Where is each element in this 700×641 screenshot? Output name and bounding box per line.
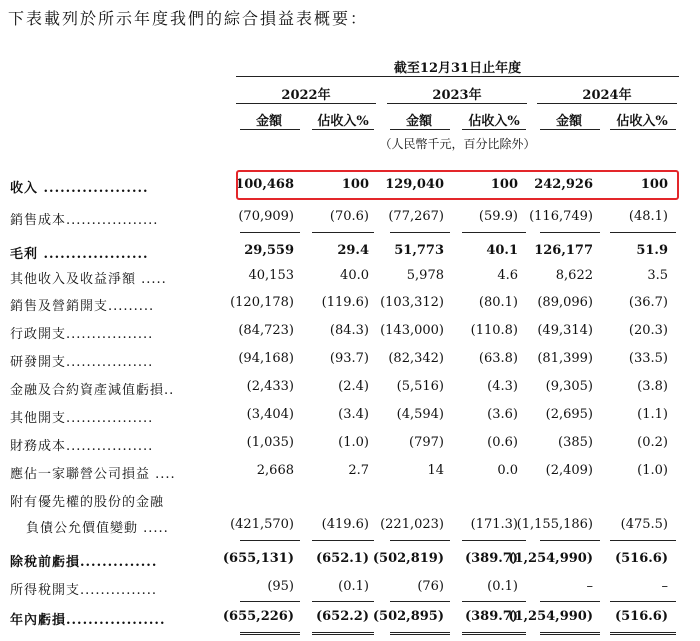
cell: 4.6 bbox=[497, 268, 518, 283]
table-row-rnd-expenses bbox=[0, 348, 700, 372]
col-rule bbox=[390, 129, 450, 130]
row-label: 除稅前虧損.............. bbox=[10, 555, 158, 570]
col-amount-2022: 金額 bbox=[255, 114, 282, 129]
row-label: 其他開支................. bbox=[10, 411, 154, 426]
row-label: 行政開支................. bbox=[10, 327, 154, 342]
col-pct-2022: 佔收入% bbox=[317, 114, 369, 129]
cell: (70.6) bbox=[329, 209, 369, 224]
cell: (116,749) bbox=[529, 209, 593, 224]
total-double-rule bbox=[390, 632, 450, 635]
cell: (63.8) bbox=[478, 351, 518, 366]
row-label: 應佔一家聯營公司損益 .... bbox=[10, 467, 176, 482]
subtotal-rule bbox=[462, 232, 526, 233]
year-2022-header: 2022年 bbox=[281, 88, 331, 103]
subtotal-rule bbox=[610, 540, 676, 541]
cell: (221,023) bbox=[380, 517, 444, 532]
cell: 14 bbox=[427, 463, 444, 478]
row-label: 財務成本................. bbox=[10, 439, 154, 454]
row-label: 毛利 ................... bbox=[10, 247, 149, 262]
cell: (84,723) bbox=[238, 323, 294, 338]
table-row-loss-before-tax bbox=[0, 548, 700, 572]
subtotal-rule bbox=[540, 232, 600, 233]
table-row-loss-for-year bbox=[0, 606, 700, 630]
subtotal-rule bbox=[312, 601, 374, 602]
row-label: 年內虧損.................. bbox=[10, 613, 166, 628]
cell: 100 bbox=[341, 177, 369, 192]
cell: (1.0) bbox=[637, 463, 668, 478]
cell: (171.3) bbox=[470, 517, 518, 532]
cell: (93.7) bbox=[329, 351, 369, 366]
cell: (3.6) bbox=[487, 407, 518, 422]
cell: 29.4 bbox=[337, 243, 369, 258]
cell: (389.7) bbox=[464, 551, 518, 566]
col-amount-2023: 金額 bbox=[405, 114, 432, 129]
cell: (77,267) bbox=[388, 209, 444, 224]
cell: (1,254,990) bbox=[508, 551, 593, 566]
cell: (80.1) bbox=[478, 295, 518, 310]
cell: (2.4) bbox=[338, 379, 369, 394]
cell: (0.1) bbox=[338, 579, 369, 594]
cell: 129,040 bbox=[385, 177, 444, 192]
row-label: 所得稅開支............... bbox=[10, 583, 157, 598]
col-rule bbox=[312, 129, 374, 130]
table-row-impairment bbox=[0, 376, 700, 400]
subtotal-rule bbox=[462, 540, 526, 541]
table-row-associate-share bbox=[0, 460, 700, 484]
cell: 8,622 bbox=[555, 268, 593, 283]
cell: 100,468 bbox=[235, 177, 294, 192]
cell: 51.9 bbox=[636, 243, 668, 258]
cell: (516.6) bbox=[614, 551, 668, 566]
total-double-rule bbox=[312, 632, 374, 635]
cell: (143,000) bbox=[380, 323, 444, 338]
subtotal-rule bbox=[240, 540, 300, 541]
cell: (3.4) bbox=[338, 407, 369, 422]
row-label: 金融及合約資產減值虧損.. bbox=[10, 383, 175, 398]
cell: (0.6) bbox=[487, 435, 518, 450]
row-label: 附有優先權的股份的金融 bbox=[10, 495, 165, 510]
cell: (110.8) bbox=[470, 323, 518, 338]
cell: (84.3) bbox=[329, 323, 369, 338]
row-label: 其他收入及收益淨額 ..... bbox=[10, 272, 167, 287]
row-label: 銷售成本.................. bbox=[10, 213, 159, 228]
cell: (103,312) bbox=[380, 295, 444, 310]
cell: 3.5 bbox=[647, 268, 668, 283]
cell: 40,153 bbox=[248, 268, 294, 283]
cell: (59.9) bbox=[478, 209, 518, 224]
subtotal-rule bbox=[312, 540, 374, 541]
year-2023-rule bbox=[387, 103, 527, 104]
table-row-other-expenses bbox=[0, 404, 700, 428]
cell: 2,668 bbox=[256, 463, 294, 478]
cell: (82,342) bbox=[388, 351, 444, 366]
unit-note: （人民幣千元，百分比除外） bbox=[379, 137, 536, 151]
cell: (49,314) bbox=[537, 323, 593, 338]
cell: (81,399) bbox=[537, 351, 593, 366]
col-rule bbox=[462, 129, 526, 130]
table-row-gross-profit bbox=[0, 240, 700, 264]
cell: (421,570) bbox=[230, 517, 294, 532]
cell: (652.1) bbox=[315, 551, 369, 566]
cell: (2,433) bbox=[246, 379, 294, 394]
cell: (33.5) bbox=[628, 351, 668, 366]
table-row-income-tax bbox=[0, 576, 700, 600]
cell: (502,895) bbox=[372, 609, 444, 624]
row-label: 研發開支................. bbox=[10, 355, 154, 370]
col-amount-2024: 金額 bbox=[555, 114, 582, 129]
cell: (1.1) bbox=[637, 407, 668, 422]
table-row-cost-of-sales bbox=[0, 206, 700, 230]
cell: 100 bbox=[490, 177, 518, 192]
row-label: 負債公允價值變動 ..... bbox=[26, 521, 169, 536]
cell: (3.8) bbox=[637, 379, 668, 394]
cell: (797) bbox=[409, 435, 444, 450]
year-2022-rule bbox=[236, 103, 376, 104]
col-pct-2023: 佔收入% bbox=[468, 114, 520, 129]
cell: – bbox=[661, 579, 668, 594]
cell: 40.0 bbox=[340, 268, 369, 283]
total-double-rule bbox=[610, 632, 676, 635]
cell: 29,559 bbox=[244, 243, 294, 258]
intro-text: 下表載列於所示年度我們的綜合損益表概要： bbox=[8, 9, 369, 28]
cell: (48.1) bbox=[628, 209, 668, 224]
cell: (70,909) bbox=[238, 209, 294, 224]
cell: 242,926 bbox=[534, 177, 593, 192]
cell: (652.2) bbox=[315, 609, 369, 624]
total-double-rule bbox=[540, 632, 600, 635]
cell: 5,978 bbox=[406, 268, 444, 283]
year-2023-header: 2023年 bbox=[432, 88, 482, 103]
cell: (516.6) bbox=[614, 609, 668, 624]
subtotal-rule bbox=[390, 540, 450, 541]
cell: 126,177 bbox=[534, 243, 593, 258]
cell: (2,695) bbox=[545, 407, 593, 422]
cell: 51,773 bbox=[394, 243, 444, 258]
cell: (502,819) bbox=[372, 551, 444, 566]
subtotal-rule bbox=[610, 601, 676, 602]
table-row-other-income bbox=[0, 265, 700, 289]
cell: (4,594) bbox=[396, 407, 444, 422]
col-rule bbox=[240, 129, 300, 130]
subtotal-rule bbox=[390, 601, 450, 602]
period-header-rule bbox=[236, 76, 679, 77]
cell: (1,254,990) bbox=[508, 609, 593, 624]
cell: 2.7 bbox=[348, 463, 369, 478]
cell: (655,131) bbox=[222, 551, 294, 566]
table-row-fair-value-change bbox=[0, 514, 700, 538]
cell: (2,409) bbox=[545, 463, 593, 478]
cell: (94,168) bbox=[238, 351, 294, 366]
cell: (1,155,186) bbox=[516, 517, 593, 532]
cell: (0.1) bbox=[487, 579, 518, 594]
cell: (89,096) bbox=[537, 295, 593, 310]
cell: – bbox=[586, 579, 593, 594]
revenue-highlight-box bbox=[236, 170, 679, 200]
cell: (119.6) bbox=[321, 295, 369, 310]
subtotal-rule bbox=[610, 232, 676, 233]
cell: (475.5) bbox=[620, 517, 668, 532]
subtotal-rule bbox=[240, 601, 300, 602]
year-2024-header: 2024年 bbox=[582, 88, 632, 103]
cell: (20.3) bbox=[628, 323, 668, 338]
subtotal-rule bbox=[390, 232, 450, 233]
subtotal-rule bbox=[540, 601, 600, 602]
cell: (0.2) bbox=[637, 435, 668, 450]
table-row-admin-expenses bbox=[0, 320, 700, 344]
subtotal-rule bbox=[462, 601, 526, 602]
cell: (95) bbox=[267, 579, 294, 594]
table-row-selling-expenses bbox=[0, 292, 700, 316]
cell: 0.0 bbox=[497, 463, 518, 478]
cell: (3,404) bbox=[246, 407, 294, 422]
cell: 40.1 bbox=[486, 243, 518, 258]
col-rule bbox=[610, 129, 676, 130]
row-label: 收入 ................... bbox=[10, 181, 149, 196]
subtotal-rule bbox=[240, 232, 300, 233]
cell: (385) bbox=[558, 435, 593, 450]
row-label: 銷售及營銷開支......... bbox=[10, 299, 155, 314]
cell: (1,035) bbox=[246, 435, 294, 450]
cell: (9,305) bbox=[545, 379, 593, 394]
cell: (120,178) bbox=[230, 295, 294, 310]
period-header: 截至12月31日止年度 bbox=[393, 61, 522, 76]
cell: (76) bbox=[417, 579, 444, 594]
total-double-rule bbox=[240, 632, 300, 635]
subtotal-rule bbox=[312, 232, 374, 233]
year-2024-rule bbox=[537, 103, 677, 104]
cell: (389.7) bbox=[464, 609, 518, 624]
cell: (1.0) bbox=[338, 435, 369, 450]
cell: (4.3) bbox=[487, 379, 518, 394]
table-row-preferred-shares-label bbox=[0, 488, 700, 512]
table-row-finance-costs bbox=[0, 432, 700, 456]
cell: 100 bbox=[640, 177, 668, 192]
total-double-rule bbox=[462, 632, 526, 635]
cell: (655,226) bbox=[222, 609, 294, 624]
subtotal-rule bbox=[540, 540, 600, 541]
col-pct-2024: 佔收入% bbox=[616, 114, 668, 129]
cell: (36.7) bbox=[628, 295, 668, 310]
cell: (419.6) bbox=[321, 517, 369, 532]
cell: (5,516) bbox=[396, 379, 444, 394]
col-rule bbox=[540, 129, 600, 130]
